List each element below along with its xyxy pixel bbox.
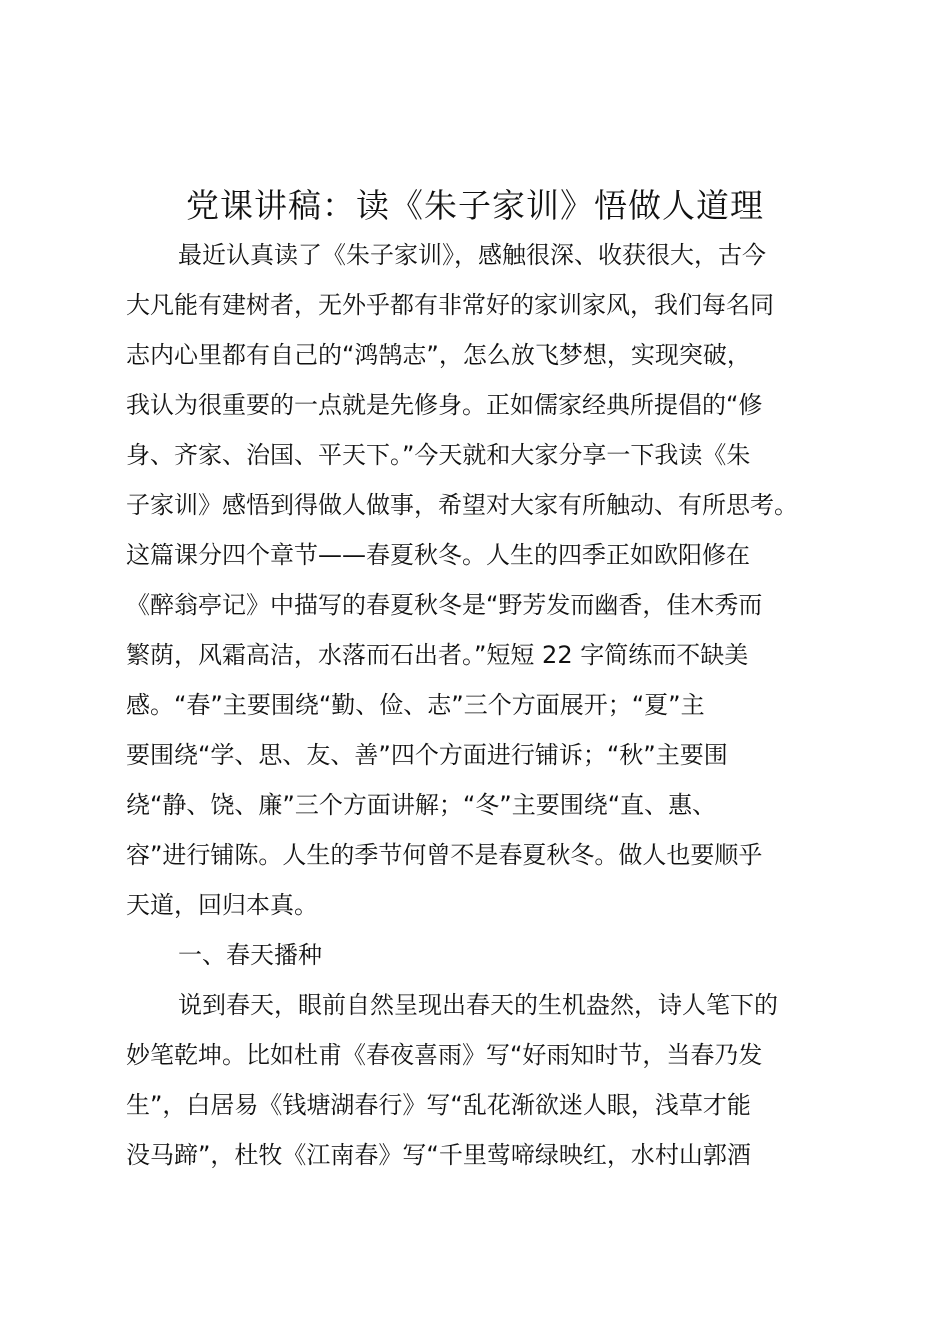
text-line: 身、齐家、治国、平天下。”今天就和大家分享一下我读《朱	[126, 441, 751, 469]
page-title: 党课讲稿：读《朱子家训》悟做人道理	[186, 186, 764, 225]
text-line: 大凡能有建树者，无外乎都有非常好的家训家风，我们每名同	[126, 291, 774, 319]
section-heading: 一、春天播种	[178, 941, 322, 969]
text-line: 繁荫，风霜高洁，水落而石出者。”短短 22 字简练而不缺美	[126, 641, 749, 669]
text-line: 志内心里都有自己的“鸿鹄志”，怎么放飞梦想，实现突破，	[126, 341, 751, 369]
text-line: 天道，回归本真。	[126, 891, 318, 919]
text-line: 我认为很重要的一点就是先修身。正如儒家经典所提倡的“修	[126, 391, 763, 419]
text-line: 这篇课分四个章节——春夏秋冬。人生的四季正如欧阳修在	[126, 541, 750, 569]
text-line: 《醉翁亭记》中描写的春夏秋冬是“野芳发而幽香，佳木秀而	[126, 591, 763, 619]
text-line: 说到春天，眼前自然呈现出春天的生机盎然，诗人笔下的	[178, 991, 778, 1019]
text-line: 感。“春”主要围绕“勤、俭、志”三个方面展开；“夏”主	[126, 691, 705, 719]
text-line: 要围绕“学、思、友、善”四个方面进行铺诉；“秋”主要围	[126, 741, 728, 769]
text-line: 容”进行铺陈。人生的季节何曾不是春夏秋冬。做人也要顺乎	[126, 841, 763, 869]
text-line: 妙笔乾坤。比如杜甫《春夜喜雨》写“好雨知时节，当春乃发	[126, 1041, 763, 1069]
text-line: 没马蹄”，杜牧《江南春》写“千里莺啼绿映红，水村山郭酒	[126, 1141, 751, 1169]
text-line: 绕“静、饶、廉”三个方面讲解；“冬”主要围绕“直、惠、	[126, 791, 717, 819]
body-text	[126, 230, 838, 1180]
text-line: 最近认真读了《朱子家训》，感触很深、收获很大，古今	[178, 241, 766, 269]
text-line: 生”，白居易《钱塘湖春行》写“乱花渐欲迷人眼，浅草才能	[126, 1091, 751, 1119]
text-line: 子家训》感悟到得做人做事，希望对大家有所触动、有所思考。	[126, 491, 798, 519]
